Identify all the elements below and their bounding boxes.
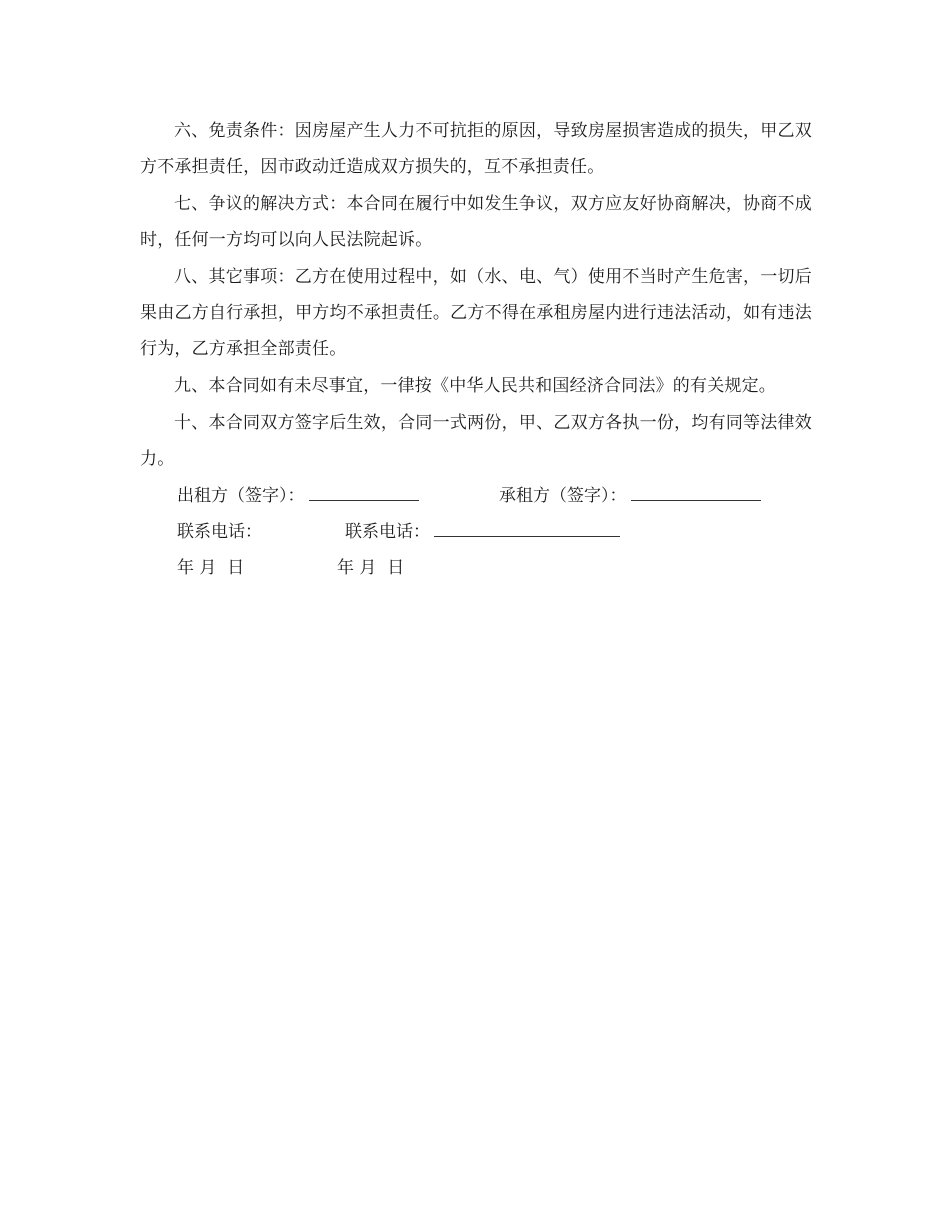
lessor-date: 年 月 日: [177, 558, 245, 578]
lessor-phone-label: 联系电话：: [177, 522, 262, 542]
clause-7: 七、争议的解决方式：本合同在履行中如发生争议，双方应友好协商解决，协商不成时，任何一方均可以向人民法院起诉。: [140, 194, 812, 250]
lessee-phone-label: 联系电话：: [345, 522, 430, 542]
lessee-signature-label: 承租方（签字）：: [499, 486, 627, 506]
lessee-phone: [345, 514, 620, 550]
clause-6: 六、免责条件：因房屋产生人力不可抗拒的原因，导致房屋损害造成的损失，甲乙双方不承担责任，因市政动迁造成双方损失的，互不承担责任。: [140, 121, 812, 177]
lessee-signature: [499, 478, 761, 514]
date-row: [177, 550, 812, 586]
lessee-phone-line: [434, 514, 620, 537]
contract-body: [140, 113, 812, 586]
lessor-signature: [177, 478, 419, 514]
clause-8: 八、其它事项：乙方在使用过程中，如（水、电、气）使用不当时产生危害，一切后果由乙方自行承担，甲方均不承担责任。乙方不得在承租房屋内进行违法活动，如有违法行为，乙方承担全部责任。: [140, 267, 812, 359]
clause-9: 九、本合同如有未尽事宜，一律按《中华人民共和国经济合同法》的有关规定。: [174, 376, 776, 396]
lessor-signature-line: [309, 478, 419, 501]
signature-row: [177, 478, 812, 514]
lessee-signature-line: [631, 478, 761, 501]
clause-10: 十、本合同双方签字后生效，合同一式两份，甲、乙双方各执一份，均有同等法律效力。: [140, 413, 812, 469]
signature-block: [140, 478, 812, 586]
phone-row: [177, 514, 812, 550]
lessor-signature-label: 出租方（签字）：: [177, 486, 305, 506]
lessee-date: 年 月 日: [337, 558, 405, 578]
